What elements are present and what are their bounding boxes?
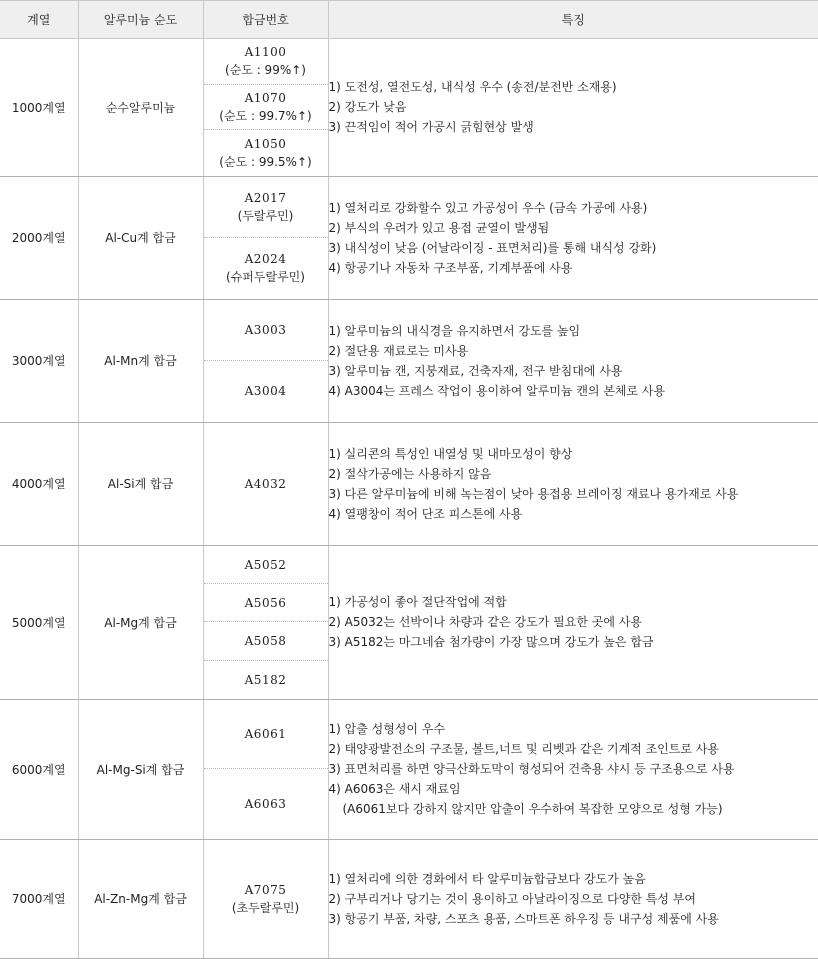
feature-item: 1) 열처리로 강화할수 있고 가공성이 우수 (금속 가공에 사용) [329,198,818,218]
series-cell: 3000계열 [0,299,78,422]
alloy-number-cell [203,839,328,958]
alloy-code: A7075 [245,881,287,899]
feature-item: 3) 내식성이 낮음 (어날라이징 - 표면처리)를 통해 내식성 강화) [329,238,818,258]
header-alloy-number: 합금번호 [203,1,328,39]
series-cell: 1000계열 [0,39,78,177]
feature-item: 4) A3004는 프레스 작업이 용이하여 알루미늄 캔의 본체로 사용 [329,381,818,401]
feature-item: 2) 태양광발전소의 구조물, 볼트,너트 및 리벳과 같은 기계적 조인트로 사용 [329,739,818,759]
features-cell [328,39,818,177]
feature-item: 4) 항공기나 자동차 구조부품, 기계부품에 사용 [329,258,818,278]
feature-item: 3) A5182는 마그네슘 첨가량이 가장 많으며 강도가 높은 합금 [329,632,818,652]
alloy-code: A6063 [245,795,287,813]
alloy-entry [204,85,328,131]
feature-item: 2) 절단용 재료로는 미사용 [329,341,818,361]
feature-item: 2) 절삭가공에는 사용하지 않음 [329,464,818,484]
alloy-number-cell [203,422,328,545]
alloy-code: A1050 [245,135,287,153]
features-cell [328,176,818,299]
alloy-entry [204,423,328,545]
alloy-code: A1070 [245,89,287,107]
purity-cell: Al-Mg계 합금 [78,545,203,699]
alloy-note: (순도 : 99.5%↑) [219,153,311,171]
table-row [0,839,818,958]
series-cell: 6000계열 [0,699,78,839]
purity-cell: Al-Si계 합금 [78,422,203,545]
feature-item: 1) 실리콘의 특성인 내열성 및 내마모성이 향상 [329,444,818,464]
table-row [0,422,818,545]
features-cell [328,699,818,839]
feature-item: 2) 부식의 우려가 있고 용접 균열이 발생됨 [329,218,818,238]
alloy-note: (순도 : 99.7%↑) [219,107,311,125]
alloy-code: A5052 [245,556,287,574]
feature-item: (A6061보다 강하지 않지만 압출이 우수하여 복잡한 모양으로 성형 가능) [329,799,818,819]
alloy-code: A5058 [245,632,287,650]
features-cell [328,545,818,699]
feature-item: 3) 알루미늄 캔, 지붕재료, 건축자재, 전구 받침대에 사용 [329,361,818,381]
alloy-note: (순도 : 99%↑) [225,61,306,79]
table-row [0,699,818,839]
feature-item: 4) 열팽창이 적어 단조 피스톤에 사용 [329,504,818,524]
alloy-number-cell [203,545,328,699]
feature-item: 3) 표면처리를 하면 양극산화도막이 형성되어 건축용 샤시 등 구조용으로 사용 [329,759,818,779]
table-row [0,545,818,699]
alloy-entry [204,622,328,660]
alloy-code: A1100 [245,43,287,61]
table-row [0,176,818,299]
feature-item: 2) 구부리거나 당기는 것이 용이하고 아날라이징으로 다양한 특성 부여 [329,889,818,909]
purity-cell: 순수알루미늄 [78,39,203,177]
table-body [0,39,818,959]
alloy-code: A4032 [245,475,287,493]
alloy-entry [204,300,328,361]
feature-item: 3) 다른 알루미늄에 비해 녹는점이 낮아 용접용 브레이징 재료나 용가재로 사용 [329,484,818,504]
alloy-code: A3004 [245,382,287,400]
feature-item: 2) 강도가 낮음 [329,97,818,117]
feature-item: 1) 알루미늄의 내식경을 유지하면서 강도를 높임 [329,321,818,341]
alloy-entry [204,840,328,958]
feature-item: 3) 항공기 부품, 차량, 스포츠 용품, 스마트폰 하우징 등 내구성 제품에 사용 [329,909,818,929]
feature-item: 4) A6063은 새시 재료임 [329,779,818,799]
alloy-number-cell [203,39,328,177]
alloy-entry [204,238,328,299]
series-cell: 2000계열 [0,176,78,299]
header-series: 계열 [0,1,78,39]
header-purity: 알루미늄 순도 [78,1,203,39]
header-row [0,1,818,39]
alloy-entry [204,584,328,622]
alloy-code: A3003 [245,321,287,339]
alloy-note: (슈퍼두랄루민) [226,268,305,286]
feature-item: 1) 압출 성형성이 우수 [329,719,818,739]
feature-item: 3) 끈적임이 적어 가공시 긁힘현상 발생 [329,117,818,137]
alloy-code: A6061 [245,725,287,743]
table-row [0,299,818,422]
purity-cell: Al-Zn-Mg계 합금 [78,839,203,958]
alloy-entry [204,39,328,85]
features-cell [328,422,818,545]
alloy-entry [204,769,328,839]
purity-cell: Al-Mn계 합금 [78,299,203,422]
alloy-entry [204,661,328,699]
alloy-note: (두랄루민) [238,207,294,225]
alloy-number-cell [203,699,328,839]
alloy-code: A2017 [245,189,287,207]
features-cell [328,299,818,422]
alloy-note: (초두랄루민) [232,899,299,917]
series-cell: 5000계열 [0,545,78,699]
alloy-code: A5182 [245,671,287,689]
alloy-number-cell [203,299,328,422]
alloy-entry [204,700,328,770]
alloy-entry [204,361,328,422]
alloy-entry [204,130,328,176]
alloy-code: A5056 [245,594,287,612]
purity-cell: Al-Mg-Si계 합금 [78,699,203,839]
alloy-entry [204,177,328,238]
feature-item: 1) 가공성이 좋아 절단작업에 적합 [329,592,818,612]
feature-item: 1) 열처리에 의한 경화에서 타 알루미늄합금보다 강도가 높음 [329,869,818,889]
features-cell [328,839,818,958]
alloy-entry [204,546,328,584]
header-features: 특징 [328,1,818,39]
alloy-code: A2024 [245,250,287,268]
alloy-number-cell [203,176,328,299]
purity-cell: Al-Cu계 합금 [78,176,203,299]
feature-item: 1) 도전성, 열전도성, 내식성 우수 (송전/분전반 소재용) [329,77,818,97]
table-row [0,39,818,177]
feature-item: 2) A5032는 선박이나 차량과 같은 강도가 필요한 곳에 사용 [329,612,818,632]
series-cell: 7000계열 [0,839,78,958]
series-cell: 4000계열 [0,422,78,545]
